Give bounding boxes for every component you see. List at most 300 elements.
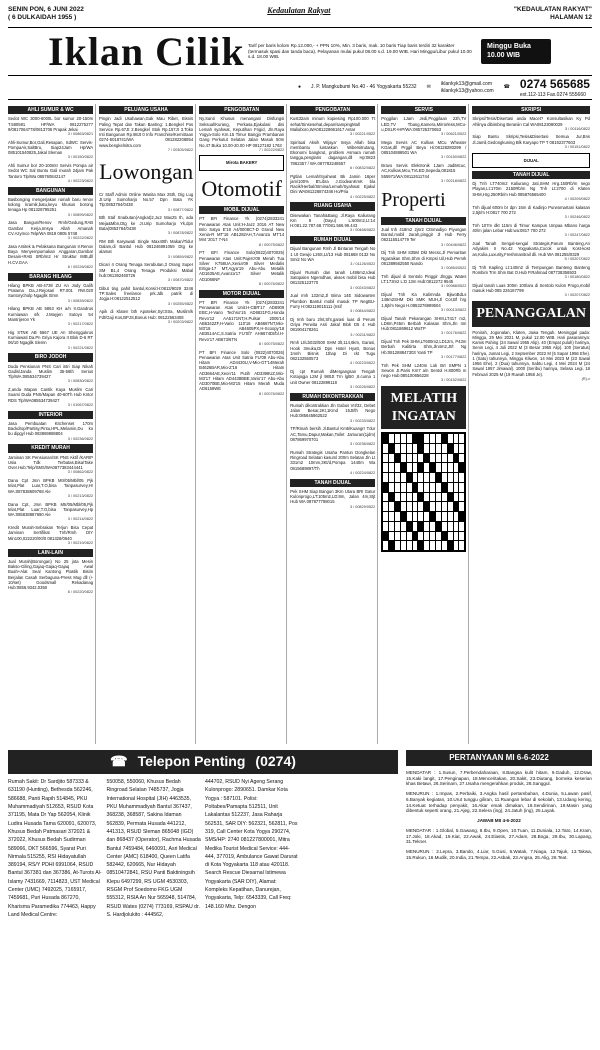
ad-code: 3 / 00621/0522	[441, 132, 467, 136]
page-number: HALAMAN 12	[550, 14, 592, 22]
crossword-cell[interactable]	[430, 502, 435, 511]
crossword-cell[interactable]	[418, 483, 423, 492]
crossword-cell[interactable]	[395, 522, 400, 531]
crossword-cell[interactable]	[436, 522, 441, 531]
email-primary[interactable]: iklankyk13@gmail.com	[440, 81, 492, 88]
crossword-cell[interactable]	[424, 444, 429, 453]
crossword-cell[interactable]	[407, 473, 412, 482]
crossword-cell[interactable]	[418, 454, 423, 463]
telepon-title: Telepon Penting	[137, 753, 246, 770]
crossword-cell[interactable]	[413, 541, 418, 550]
crossword-cell[interactable]	[395, 434, 400, 443]
crossword-cell[interactable]	[413, 454, 418, 463]
area-code: (0274)	[255, 753, 296, 770]
ad-code: 3 / 00217/0822	[67, 322, 94, 327]
crossword-cell[interactable]	[448, 483, 453, 492]
crossword-cell[interactable]	[418, 473, 423, 482]
crossword-cell[interactable]	[459, 532, 464, 541]
banner-title: Iklan Cilik	[48, 28, 245, 74]
ad-code: 3 / 00150/0822	[67, 155, 94, 160]
crossword-cell[interactable]	[407, 434, 412, 443]
ad-text: Pgtlan Lemah/Syahwat Bk Jamin 16per jam/100% B'Libra J.GodeanKmK bla Racik/Herbal/Stmina/Lemah/Syahwat Ejakul Dini WA081226874346 Ho/Pria	[290, 173, 376, 195]
crossword-cell[interactable]	[413, 444, 418, 453]
ad-code: 3 / 00176/0822	[441, 331, 467, 336]
crossword-cell[interactable]	[407, 541, 412, 550]
ad-code: 3 / 00218/0822	[441, 178, 467, 183]
phone-extension: ext.112-113 Fax.0274 555660	[519, 91, 586, 98]
crossword-cell[interactable]	[395, 532, 400, 541]
crossword-cell[interactable]	[413, 512, 418, 521]
crossword-cell[interactable]	[459, 444, 464, 453]
ad-text: Hilang BPKB AB 5863 KH a/n Ir.Gandrus Kurniawan s/k J.Mayjen Sutoyo 54 Mantrijeron Yk	[8, 306, 94, 322]
crossword-cell[interactable]	[436, 434, 441, 443]
ad-text: Dj Tnh Kapling Lt:140m2 di Tempungan Banteng Banteng Rombim Trm Shm Bat O.Hub P.Rahmad 087738356503	[472, 264, 591, 275]
crossword-cell[interactable]	[442, 483, 447, 492]
crossword-cell[interactable]	[442, 502, 447, 511]
classified-ad	[8, 559, 93, 595]
ad-text: Rmh Lt/Lb032/500 SHM 3lt,114,6km, Garasi, Hook 3muka,Di Dpn Hotel Hyatt, Bonus 1mnh Bisnis 1thap Di ckt Tugu 082132550573	[290, 340, 376, 362]
crossword-cell[interactable]	[424, 512, 429, 521]
crossword-cell[interactable]	[418, 512, 423, 521]
crossword-cell[interactable]	[407, 522, 412, 531]
ad-code: (R)-x	[581, 376, 591, 381]
crossword-cell[interactable]	[418, 434, 423, 443]
crossword-cell[interactable]	[383, 454, 388, 463]
iklan-banner	[8, 28, 592, 76]
crossword-across: MENDATAR : 1.Susun, 7.Perbendaharaan, 8.Bangsa kulit hitam, 9.Gaduh, 12.Draw, 15.Kaki langit, 17.Penginapan, 18.Menceritakan, 20.Sakit, 23.Diutang, borneka keserian khas Betawi, 26.Serinam, 27.Usaha mengerahkan produk, 28.Sanggul.	[406, 770, 592, 787]
ad-text: Bth Staf Snabutan(Angkat)2,Ju2 Max25 th, ada Meja&Mbn,Dtg ke JI.Urip Sumoharjo Yk,dpn Bata(0853784/0438	[99, 215, 194, 231]
crossword-cell[interactable]	[448, 434, 453, 443]
crossword-cell[interactable]	[430, 454, 435, 463]
classified-ad	[8, 140, 93, 160]
ad-text: Rumah Strategis Usaha Pantun Dongkelan Ringroad Selatan kasuml 200m Selatan Jln Lt 331m2 10mm,3Kt/d,Pompa 1440m Wa 0815689897/Th	[290, 449, 376, 471]
header-left	[8, 6, 84, 22]
classified-column-3	[199, 104, 287, 744]
ad-code: 3 / 00221/0522	[349, 132, 376, 136]
crossword-cell[interactable]	[395, 493, 400, 502]
ad-code: 3 / 00116/0822	[564, 126, 591, 131]
classified-ad	[290, 174, 375, 200]
section-heading: PENGOBATAN	[290, 106, 375, 114]
crossword-down: MENURUN : 1.Impas, 2.Perbaiki, 3.Angka hasil pertambahan, 4.Dunia, 5.Lawan pasif, 6.Banyak kegiatan, 10.Urut tunggu giliran, 11.Ruangan lebar di sekolah, 13.Udang kering, 14.Ketuat terhadap penyakit, 16.Akar emak dimakan, 18.Sendirinan, 19.Masin yang dibentuk seperti orang, 21.Ajeg, 22.Selera (ing), 24.Jatuh (ing), 25.Layak.	[406, 791, 592, 814]
classified-ad	[472, 116, 590, 131]
crossword-cell[interactable]	[395, 454, 400, 463]
crossword-cell[interactable]	[448, 512, 453, 521]
ad-text: Jual Tanah Sengal-sengal Strategis,Parum Banteng,An Adyakirs II No.42 Yogyakarta,Cocok untuk Kost-kost an,Kulia,Luxurity,Freshmanitrail dli. Hub WA 081255/0329	[472, 241, 591, 257]
ad-code: 8 / 00076/0822	[258, 391, 285, 396]
ad-code: 3 / 00236/0822	[349, 442, 376, 447]
ad-text: Rumah dikontrakkan Jln Gabus VII/32, Debet Jalan Besar,2Kt,1Kmd 15Jt/th Nego Hub:085645862522	[290, 402, 376, 419]
ad-text: Bravo Servis Elektronik 1Jam JadiMcuc, AC,Kulkas,Mcu,TVLED,Sepeda,081815 555971/WA:08112611744	[381, 163, 467, 179]
ad-text: TP/Rmah bersih Jl.Bantul Km5/Kuangrr Tdur AC,Tamu,Dapur,Makan,Toilet Jamuran(1jdm) 087869970701	[290, 426, 376, 442]
crossword-cell[interactable]	[407, 532, 412, 541]
header-date: SENIN PON, 6 JUNI 2022	[8, 6, 84, 13]
ad-code: 3 / 00877/0822	[167, 207, 194, 212]
header-right	[514, 6, 592, 22]
crossword-cell[interactable]	[424, 483, 429, 492]
crossword-cell[interactable]	[383, 483, 388, 492]
crossword-cell[interactable]	[383, 493, 388, 502]
crossword-cell[interactable]	[436, 463, 441, 472]
crossword-cell[interactable]	[389, 454, 394, 463]
ad-code: 3 / 00221/0822	[67, 345, 94, 350]
crossword-cell[interactable]	[442, 463, 447, 472]
ad-code: 4 / 00209/0822	[564, 196, 591, 201]
header-hijri-date: ( 6 DULKAIDAH 1955 )	[8, 14, 77, 22]
ad-code: 3 / 00013/0822	[441, 307, 467, 312]
crossword-cell[interactable]	[383, 522, 388, 531]
crossword-cell[interactable]	[436, 493, 441, 502]
ad-text: Siap Bantu Skripsi,Tesis&Disertasi Semua Jur,Bns Jl.Jamil,Gedongkuning Blk Karyapo TP T 08192377603	[472, 134, 591, 145]
crossword-cell[interactable]	[436, 473, 441, 482]
ad-code: 3 / 00207/0822	[564, 293, 591, 298]
crossword-cell[interactable]	[459, 454, 464, 463]
crossword-cell[interactable]	[430, 473, 435, 482]
ad-text: Dj Tnh LT740m2 Kaliurang Jati,SHM Hrg.150Rb/m nego Playan,Lt:170m 2150Rb/m Ng Tnh Lt:2700 di Klaten SHM,Hrg.250Rb/m Hub 085876565400	[472, 181, 591, 197]
crossword-cell[interactable]	[413, 434, 418, 443]
email-group	[441, 81, 494, 94]
crossword-cell[interactable]	[407, 512, 412, 521]
crossword-cell[interactable]	[383, 541, 388, 550]
crossword-cell[interactable]	[383, 532, 388, 541]
crossword-cell[interactable]	[436, 512, 441, 521]
ad-text: Ahli Sumur bor 20-100mtr Servis Pompa air Sedot WC Sal Buntu Gali murah 24jam Pak Tantoro Tlp/Wa 085760842147	[8, 163, 94, 179]
crossword-cell[interactable]	[454, 434, 459, 443]
crossword-cell[interactable]	[459, 502, 464, 511]
crossword-cell[interactable]	[459, 493, 464, 502]
crossword-cell[interactable]	[454, 541, 459, 550]
crossword-cell[interactable]	[389, 444, 394, 453]
crossword-cell[interactable]	[418, 463, 423, 472]
crossword-cell[interactable]	[436, 502, 441, 511]
ad-code: 3 / 00219/0822	[67, 540, 94, 545]
ad-text: Dibut ting pahit bantul,Konsi:H:0813/9029 3246 TP:Sales freelance prk.Jdk patrik di Jogja.H:08122512512	[99, 285, 194, 302]
crossword-cell[interactable]	[383, 502, 388, 511]
crossword-cell[interactable]	[413, 522, 418, 531]
ad-text: Apik di Klaten bth Apoteker,Syt:Stra, Muslim/k Fdt/Gaji Kos,BPJS,Bonus Hub: 08122563408	[99, 309, 194, 320]
classified-ad	[199, 250, 284, 286]
ad-code: 3 / 00226/0822	[349, 384, 376, 389]
crossword-questions	[406, 750, 592, 1044]
classified-ad	[99, 192, 193, 212]
crossword-cell[interactable]	[430, 512, 435, 521]
ad-text: Dijual tanah Luas 300m 100/ara di Sentolo Kulon Progo,mobil masuk Hub 085 226167799	[472, 282, 591, 294]
ad-code: 3 / 00236/0822	[67, 436, 94, 441]
ad-code: 3 / 00878/0822	[167, 231, 194, 236]
crossword-cell[interactable]	[448, 522, 453, 531]
crossword-cell[interactable]	[389, 463, 394, 472]
crossword-cell[interactable]	[454, 512, 459, 521]
crossword-cell[interactable]	[395, 463, 400, 472]
crossword-cell[interactable]	[430, 434, 435, 443]
section-heading: TANAH DIJUAL	[290, 479, 375, 487]
crossword-cell[interactable]	[442, 532, 447, 541]
crossword-cell[interactable]	[413, 493, 418, 502]
ad-code: 3 / 00863/0821	[67, 132, 94, 136]
ad-code: 3 / 00255/0822	[167, 301, 194, 306]
classified-ad	[472, 134, 590, 149]
crossword-cell[interactable]	[383, 463, 388, 472]
classified-ad	[290, 317, 375, 337]
telepon-list	[8, 778, 398, 919]
crossword-cell[interactable]	[454, 463, 459, 472]
crossword-cell[interactable]	[401, 463, 406, 472]
section-heading: RUANG USAHA	[290, 202, 375, 210]
crossword-cell[interactable]	[407, 454, 412, 463]
crossword-cell[interactable]	[413, 473, 418, 482]
crossword-cell[interactable]	[395, 541, 400, 550]
crossword-cell[interactable]	[448, 473, 453, 482]
classified-ad	[290, 426, 375, 446]
section-heading: SKRIPSI	[472, 106, 590, 114]
ad-text: Disewakan Tanah&Bang Jl.Raya Kaliurang Km 8 (Dayu) L:600m2,Lt:14 H:081.22.787.68.77/081.566.99.443	[290, 212, 376, 229]
classified-ad	[99, 262, 193, 282]
classified-ad	[290, 246, 375, 266]
crossword-cell[interactable]	[424, 522, 429, 531]
crossword-cell[interactable]	[389, 512, 394, 521]
crossword-cell[interactable]	[389, 483, 394, 492]
crossword-cell[interactable]	[454, 493, 459, 502]
crossword-cell[interactable]	[383, 444, 388, 453]
crossword-cell[interactable]	[430, 483, 435, 492]
sunday-hours-badge: Minggu Buka 10.00 WIB	[481, 39, 551, 65]
crossword-cell[interactable]	[389, 493, 394, 502]
crossword-cell[interactable]	[389, 522, 394, 531]
ad-code: 3 / 00152/0822	[441, 378, 467, 383]
crossword-cell[interactable]	[413, 483, 418, 492]
section-heading: KREDIT MURAH	[8, 444, 93, 452]
classified-ad	[290, 140, 375, 171]
crossword-cell[interactable]	[401, 493, 406, 502]
crossword-cell[interactable]	[418, 502, 423, 511]
classified-ad	[472, 181, 590, 201]
crossword-cell[interactable]	[395, 502, 400, 511]
classified-ad	[381, 250, 466, 270]
classified-ad	[99, 239, 193, 259]
crossword-cell[interactable]	[430, 493, 435, 502]
crossword-cell[interactable]	[407, 444, 412, 453]
crossword-cell[interactable]	[401, 532, 406, 541]
ad-code: 4 / 00223/0622	[349, 361, 376, 366]
crossword-cell[interactable]	[454, 483, 459, 492]
crossword-cell[interactable]	[459, 473, 464, 482]
crossword-cell[interactable]	[395, 473, 400, 482]
crossword-cell[interactable]	[459, 541, 464, 550]
crossword-cell[interactable]	[401, 541, 406, 550]
ad-text: Jasa Bangun/Renov Rmh/Gedung,RAB Gambar Kerja,Imsya Allah Amanah CV.Azymco Telp/WA 0819 0805 5748	[8, 220, 94, 236]
ad-code: 3 / 00213/0822	[67, 493, 94, 498]
crossword-cell[interactable]	[389, 541, 394, 550]
classified-ad	[99, 215, 193, 235]
classified-column-2	[99, 104, 196, 744]
crossword-cell[interactable]	[430, 444, 435, 453]
email-secondary[interactable]: iklankyk13@yahoo.com	[440, 87, 494, 94]
mirota-bakery-ad: Mirota BAKERY	[199, 155, 284, 170]
classified-column-5	[381, 104, 469, 744]
ad-text: Jaminan SK Pensiunan/SK PNS Aktif /KARIP Usia Tdk Terbatas,Bisa/Take Over.Hub:Telp/SMS/WA0877383444441	[8, 454, 94, 471]
crossword-cell[interactable]	[448, 502, 453, 511]
crossword-cell[interactable]	[413, 502, 418, 511]
crossword-cell[interactable]	[407, 493, 412, 502]
crossword-cell[interactable]	[418, 541, 423, 550]
crossword-cell[interactable]	[459, 522, 464, 531]
section-heading: RUMAH DIJUAL	[290, 236, 375, 244]
crossword-cell[interactable]	[418, 493, 423, 502]
crossword-cell[interactable]	[389, 473, 394, 482]
crossword-cell[interactable]	[407, 483, 412, 492]
crossword-cell[interactable]	[424, 454, 429, 463]
crossword-cell[interactable]	[395, 483, 400, 492]
ad-text: Dana Cpt Jmn BPKB Mtr/05/Mbl/05 Pjk telat,Plat Luar,T.O,bisa Tanpasurvey,Hr WA:087838609768 Ale	[8, 478, 94, 494]
ad-code: 3 / 00988/0522	[441, 284, 467, 289]
crossword-cell[interactable]	[401, 522, 406, 531]
crossword-cell[interactable]	[424, 493, 429, 502]
crossword-cell[interactable]	[418, 444, 423, 453]
crossword-cell[interactable]	[436, 454, 441, 463]
ad-text: Duda Pensiunan PNS Cari istri Siap Nikah Gadis/Janda Muslim 35-56th Serius Tlp/WA:085534739427	[8, 363, 94, 380]
ad-text: Dijual Rumah dan tanah L486m2,Ideal Satopalen Ngemdhas, akses mobil bisa Hub 081325123770	[290, 269, 376, 286]
crossword-cell[interactable]	[418, 522, 423, 531]
crossword-cell[interactable]	[459, 463, 464, 472]
classified-ad	[381, 116, 466, 136]
crossword-cell[interactable]	[454, 444, 459, 453]
ad-text: Dj rmh baru 2lnt,Sht,garasi luas di Perum Griya Perwita Asri Jakal Blok D5 4 Hub 081904178261	[290, 316, 376, 333]
crossword-cell[interactable]	[442, 454, 447, 463]
ad-text: Dj cpt Rumah diMergangsan Tengah Kotajogja L2M jl 980Jt Trn lgl50 ,8.cuma 1 unit Owner 08122899118	[290, 369, 376, 385]
ad-code: 3 / 00854/0522	[441, 266, 467, 271]
crossword-cell[interactable]	[401, 454, 406, 463]
crossword-cell[interactable]	[436, 532, 441, 541]
ad-text: Tnh Pek SHM L240m Lok Brt SMPN 1 Sewon JI.Paris Km7 a/n Sentol H.800Rb m nego Hub:085100656228	[381, 362, 467, 379]
classified-ad	[8, 283, 93, 303]
phone-number[interactable]: 0274 565685	[519, 76, 590, 91]
crossword-cell[interactable]	[459, 434, 464, 443]
ad-code: 3 / 00233/0822	[349, 418, 376, 423]
ad-code: 3 / 00899/0822	[67, 212, 94, 217]
crossword-cell[interactable]	[454, 473, 459, 482]
section-heading: INTERIOR	[8, 411, 93, 419]
melatih-ingatan-heading: MELATIH INGATAN	[381, 386, 466, 429]
crossword-cell[interactable]	[407, 502, 412, 511]
tariff-text: Tarif per baris kolom Rp.12.000,- + PPN 10%, Min. 3 baris, mak. 10 baris Tiap baris terdiri 32 karakter (termasuk spasi dan tanda baca). Pelayanan mulai pukul 08.00 s.d. 19.00 WIB. Hari Minggu/Libur pukul 10.00 s.d. 18.00 WIB.	[248, 42, 472, 60]
ad-text: PT BFI Finance Solo(0822)4070025) Penawaran Atas Unit:Pajero'09 Merah Tua Silver K758UA,Xenia'09 Silver Medalis Ertiga-17 MT,Agya'19 Abu-Abu Metalik AD1635AE,Avanza'17 Silver Metalik AD1066NF	[199, 250, 285, 282]
crossword-cell[interactable]	[401, 512, 406, 521]
crossword-cell[interactable]	[448, 493, 453, 502]
crossword-cell[interactable]	[395, 444, 400, 453]
crossword-cell[interactable]	[454, 522, 459, 531]
otomotif-heading: Otomotif	[201, 175, 283, 201]
lowongan-heading: Lowongan	[99, 159, 194, 185]
classified-ad	[99, 286, 193, 306]
classified-column-1	[8, 104, 96, 744]
ad-code: 3 / 00247/0822	[564, 233, 591, 238]
contact-bar	[8, 76, 592, 100]
classified-ad	[8, 116, 93, 136]
classified-ad	[199, 116, 284, 152]
crossword-cell[interactable]	[383, 473, 388, 482]
crossword-cell[interactable]	[448, 532, 453, 541]
section-heading: SERVIS	[381, 106, 466, 114]
crossword-cell[interactable]	[424, 473, 429, 482]
crossword-cell[interactable]	[448, 541, 453, 550]
classified-ad	[472, 265, 590, 280]
crossword-cell[interactable]	[430, 463, 435, 472]
crossword-cell[interactable]	[448, 444, 453, 453]
crossword-cell[interactable]	[424, 502, 429, 511]
crossword-cell[interactable]	[424, 532, 429, 541]
crossword-cell[interactable]	[430, 541, 435, 550]
ad-text: Dijual Tanah Pekarangan SHM,LT417 m2, LD8m,P45m Berbah Kalasan Shm,Jln 4m Hub:0811869612 WaTP	[381, 315, 467, 332]
ad-text: PT BFI Finance Solo (0822)4070026) Penawaran Atas Unit Satria FU'09 Abu-Abu Hitam AD4430U,V-Mio-GT'14Merah B4626BAR,Mio-Z'16 Hitam AD3664AE,Xeon'11 Putih AD3398UZ,Mio-M3'17 Hitam AD4438BBE,Vario'17 Abu-Abu AD3070BE,Mio-M3'15 Hitam Merah Muda AD6158WE	[199, 349, 285, 392]
crossword-cell[interactable]	[442, 434, 447, 443]
crossword-cell[interactable]	[424, 463, 429, 472]
masthead-brand: Kedaulatan Rakyat	[267, 6, 331, 15]
classified-ad	[290, 293, 375, 313]
crossword-cell[interactable]	[430, 532, 435, 541]
ad-text: Dijual Bangunan Rmh Jl Bintaran Tengah No 1 Ut Gewjo L26S,Lt/13 Hub 081668 0132 No Smi2 No WA	[290, 246, 376, 262]
crossword-cell[interactable]	[383, 512, 388, 521]
crossword-cell[interactable]	[413, 463, 418, 472]
crossword-cell[interactable]	[395, 512, 400, 521]
crossword-cell[interactable]	[442, 473, 447, 482]
ad-text: Pnggilan 1Jam Jedi,Pnggilaan 23h,TV LED,TV Tbang,Kamera,Mirrorless,MCu-u,DSLR+HP/WA:085725370653	[381, 116, 467, 132]
crossword-cell[interactable]	[401, 483, 406, 492]
crossword-cell[interactable]	[401, 502, 406, 511]
crossword-cell[interactable]	[407, 463, 412, 472]
crossword-cell[interactable]	[401, 444, 406, 453]
crossword-cell[interactable]	[436, 541, 441, 550]
crossword-cell[interactable]	[401, 434, 406, 443]
crossword-cell[interactable]	[442, 541, 447, 550]
ad-code: 8 / 00076/0822	[258, 281, 285, 286]
crossword-cell[interactable]	[389, 502, 394, 511]
crossword-cell[interactable]	[459, 512, 464, 521]
ad-text: RM Bth Karyawati Single Max40th Makan/Tidur Dalam,di Bantul Hub 081246891059 Dtg ke alamat	[99, 238, 194, 255]
ad-text: PT BFI Finance Yk (0274)2833241 Penawaran Atas Unit:H-CBR'17 AD6909 EBC,H-Vario Techno'15 AD6821FG,Honda Revo'12 AA5171NT,H.Pulsar 2005'14 AB6342ZF,H-Vario 110'16 AB6687NT,Mio-M3'18 AB4605PX,H-Scoopy'18 AB3514AC,S.Satria FU'Sf7 AH6674DI/bl.H-Revo'17 AB673/6TN	[199, 299, 285, 342]
crossword-cell[interactable]	[389, 434, 394, 443]
crossword-cell[interactable]	[430, 522, 435, 531]
crossword-cell[interactable]	[454, 454, 459, 463]
classified-ad	[8, 478, 93, 498]
classified-ad	[381, 292, 466, 312]
crossword-cell[interactable]	[442, 512, 447, 521]
crossword-cell[interactable]	[424, 434, 429, 443]
crossword-cell[interactable]	[459, 483, 464, 492]
crossword-cell[interactable]	[448, 454, 453, 463]
crossword-cell[interactable]	[413, 532, 418, 541]
classified-ad	[199, 300, 284, 347]
crossword-cell[interactable]	[454, 532, 459, 541]
crossword-cell[interactable]	[418, 532, 423, 541]
crossword-cell[interactable]	[442, 522, 447, 531]
ad-text: Jasa Arsitek & Pelaksana Bangunan Ir.Renov Baya Menyempurnakan Anggaran,Gambar Desain+RAB SRb/m2 Hr Struktur IMB,dll H.CV.GAA	[8, 243, 94, 265]
crossword-cell[interactable]	[442, 493, 447, 502]
crossword-cell[interactable]	[448, 463, 453, 472]
crossword-cell[interactable]	[442, 444, 447, 453]
crossword-cell[interactable]	[436, 483, 441, 492]
classified-ad	[472, 205, 590, 220]
crossword-cell[interactable]	[424, 541, 429, 550]
page-header	[8, 6, 592, 28]
ad-text: Basbonging mengerjakan rumah baru renov kolong kramik,batu,keyu khusus borong tenaga Hp 081328795251	[8, 196, 94, 213]
crossword-cell[interactable]	[401, 473, 406, 482]
crossword-cell[interactable]	[383, 434, 388, 443]
crossword-cell[interactable]	[454, 502, 459, 511]
classified-ad	[381, 339, 466, 359]
section-heading: BANGUNAN	[8, 187, 93, 195]
crossword-cell[interactable]	[389, 532, 394, 541]
crossword-cell[interactable]	[436, 444, 441, 453]
